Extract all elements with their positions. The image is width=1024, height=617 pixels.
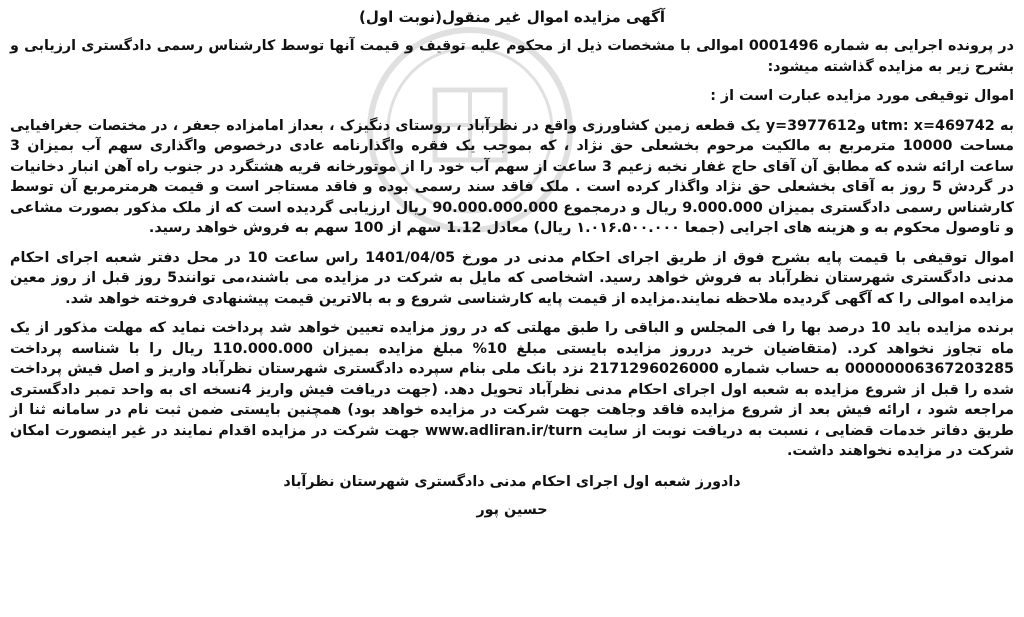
property-heading: اموال توقیفی مورد مزایده عبارت است از : <box>710 88 1014 104</box>
signer-title: دادورز شعبه اول اجرای احکام مدنی دادگستری شهرستان نظرآباد <box>283 473 741 490</box>
signer-name: حسین پور <box>476 501 548 518</box>
intro-paragraph: در پرونده اجرایی به شماره 0001496 اموالی با مشخصات ذیل از محکوم علیه توقیف و قیمت آنها توسط کارشناس رسمی دادگستری ارزیابی و بشرح زیر به مزایده گذاشته میشود: <box>10 38 1014 75</box>
auction-notice <box>10 0 1014 617</box>
payment-terms: برنده مزایده باید 10 درصد بها را فی المجلس و الباقی را طبق مهلتی که در روز مزایده تعیین خواهد شد پرداخت نماید که مهلت مذکور از یک ماه تجاوز نخواهد کرد. (متقاضیان خرید درروز مزایده بایستی مبلغ 10% مبلغ مزایده بمیزان 110.000.000 ریال را با شناسه پرداخت 00000006367203285 به حساب شماره 2171296026000 نزد بانک ملی بنام سپرده دادگستری شهرستان نظرآباد واریز و اصل فیش پرداخت شده را قبل از شروع مزایده به شعبه اول اجرای احکام مدنی نظرآباد تحویل دهد. (جهت دریافت فیش واریز 4نسخه ای به واحد تمبر دادگستری مراجعه شود ، ارائه فیش بعد از شروع مزایده فاقد وجاهت جهت شرکت در مزایده خواهد بود) همچنین بایستی ضمن ثبت نام در سامانه ثنا از طریق دفاتر خدمات قضایی ، نسبت به دریافت نوبت از سایت www.adliran.ir/turn جهت شرکت در مزایده اقدام نمایند در غیر اینصورت امکان شرکت در مزایده نخواهند داشت. <box>10 320 1015 459</box>
auction-details: اموال توقیفی با قیمت پایه بشرح فوق از طریق اجرای احکام مدنی در مورخ 1401/04/05 راس ساعت 10 در محل دفتر شعبه اجرای احکام مدنی دادگستری شهرستان نظرآباد به فروش خواهد رسید. اشخاصی که مایل به شرکت در مزایده می باشند،می توانند5 روز قبل از روز معین مزایده اموالی را که آگهی گردیده ملاحظه نمایند.مزایده از قیمت پایه کارشناسی شروع و به بالاترین قیمت پیشنهادی فروخته خواهد شد. <box>10 249 1015 307</box>
property-description: به utm: x=469742 وy=3977612 یک قطعه زمین کشاورزی واقع در نظرآباد ، روستای دنگیزک ، بعداز امامزاده جعفر ، در مختصات جغرافیایی مساحت 10000 مترمربع به مالکیت مرحوم بخشعلی حق نژاد ، که بموجب یک فقره واگذارنامه عادی درخصوص واگذاری سهم آب بمیزان 3 ساعت ارائه شده که مطابق آن آقای حاج غفار نخبه زعیم 3 ساعت از سهم آب خود را از موتورخانه قریه هشتگرد در جنوب راه آهن انبار دخانیات در گردش 5 روز به آقای بخشعلی حق نژاد واگذار کرده است . ملک فاقد سند رسمی بوده و فاقد مستاجر است و قیمت هرمترمربع آن توسط کارشناس رسمی دادگستری بمیزان 9.000.000 ریال و درمجموع 90.000.000.000 ریال ارزیابی گردیده است که از ملک مذکور بصورت مشاعی و تاوصول محکوم به و هزینه های اجرایی (جمعا ۱.۰۱۶.۵۰۰.۰۰۰ ریال) معادل 1.12 سهم از 100 سهم به فروش خواهد رسید. <box>10 117 1014 236</box>
notice-title: آگهی مزایده اموال غیر منقول(نوبت اول) <box>358 8 666 26</box>
